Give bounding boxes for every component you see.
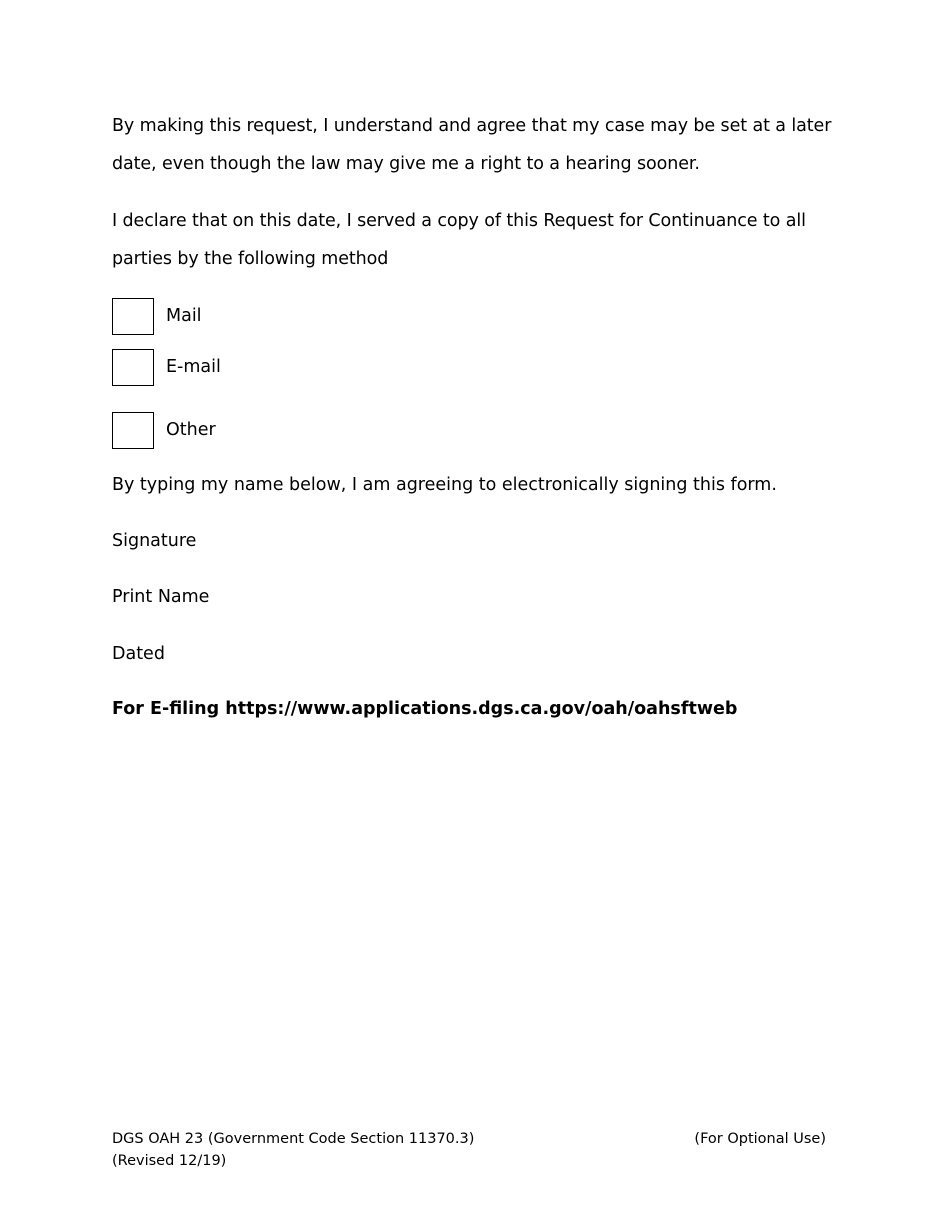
- declaration-paragraph: I declare that on this date, I served a copy of this Request for Continuance to all parties by the following method: [112, 211, 806, 269]
- agreement-paragraph: By making this request, I understand and agree that my case may be set at a later date, even though the law may give me a right to a hearing sooner.: [112, 116, 832, 174]
- service-method-email: [112, 347, 221, 387]
- signature-label: Signature: [112, 531, 197, 551]
- print-name-label: Print Name: [112, 587, 210, 607]
- dated-label: Dated: [112, 644, 165, 664]
- mail-checkbox[interactable]: [112, 298, 154, 335]
- optional-use: (For Optional Use): [694, 1131, 826, 1147]
- mail-label: Mail: [166, 306, 202, 326]
- revised-date: (Revised 12/19): [112, 1153, 227, 1169]
- other-checkbox[interactable]: [112, 412, 154, 449]
- service-method-mail: [112, 296, 202, 336]
- esign-statement: By typing my name below, I am agreeing to electronically signing this form.: [112, 475, 777, 495]
- efiling-link[interactable]: For E-filing https://www.applications.dgs.ca.gov/oah/oahsftweb: [112, 699, 738, 719]
- other-label: Other: [166, 420, 216, 440]
- form-id: DGS OAH 23 (Government Code Section 11370.3): [112, 1131, 475, 1147]
- email-checkbox[interactable]: [112, 349, 154, 386]
- service-method-other: [112, 410, 216, 450]
- email-label: E-mail: [166, 357, 221, 377]
